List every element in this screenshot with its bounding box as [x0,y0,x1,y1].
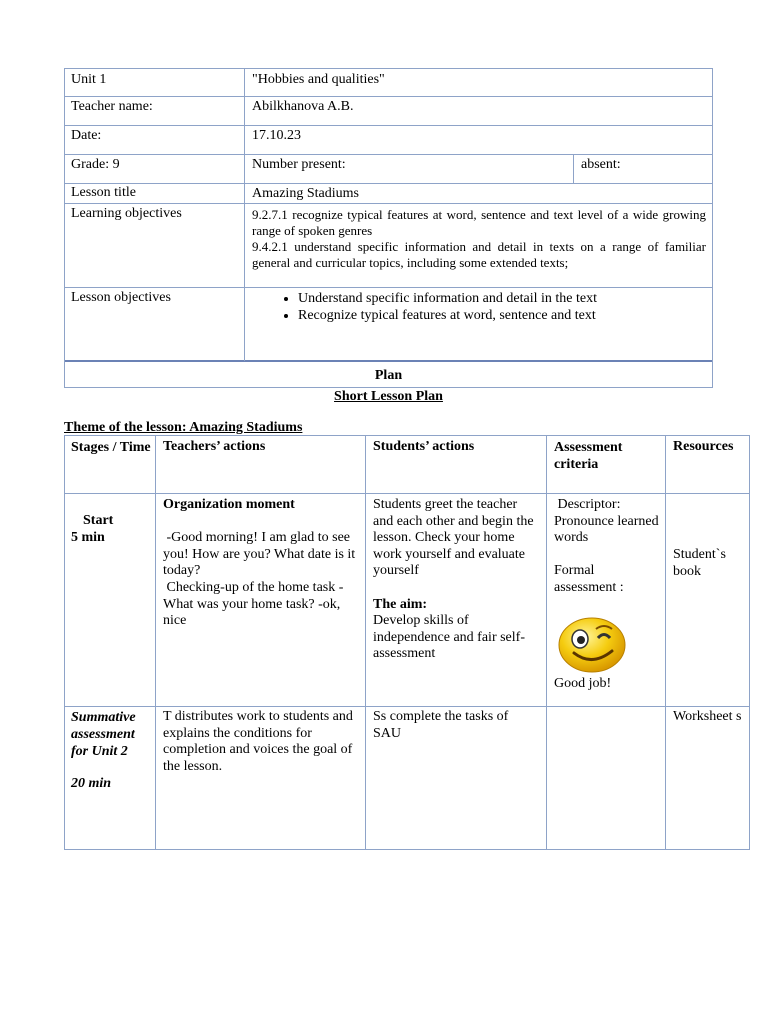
plan-label: Plan [374,368,403,383]
students-greeting-text: Students greet the teacher and each other and begin the lesson. Check your home work yourself and evaluate yourself [373,497,534,578]
number-present-label: Number present: [252,157,346,172]
students-aim-label: The aim: [373,597,428,612]
teacher-name-label: Teacher name: [71,99,153,114]
lesson-title-label: Lesson title [71,185,136,200]
date-label: Date: [71,128,102,143]
header-teachers-actions: Teachers’ actions [163,439,266,454]
header-resources: Resources [673,439,734,454]
students-aim-text: Develop skills of independence and fair self-assessment [373,613,525,661]
learning-objectives-label: Learning objectives [71,206,182,221]
teacher-name-value: Abilkhanova A.B. [252,99,354,114]
students-summative-text: Ss complete the tasks of SAU [373,709,509,741]
learning-objective-2: 9.4.2.1 understand specific information and detail in texts on a range of familiar general and curricular topics, including some extended texts; [252,239,706,270]
teacher-homework-check-text: Checking-up of the home task -What was your home task? -ok, nice [163,580,344,628]
stage-start: Start [83,513,114,528]
header-assessment-criteria: Assessment criteria [554,440,623,472]
lesson-objective-item: • Recognize typical features at word, sentence and text [298,307,712,324]
teacher-summative-text: T distributes work to students and explains the conditions for completion and voices the goal of the lesson. [163,709,353,774]
short-lesson-plan-title: Short Lesson Plan [334,389,443,404]
date-value: 17.10.23 [252,128,301,143]
assessment-good-job: Good job! [554,676,612,691]
unit-label: Unit 1 [71,72,107,87]
teacher-greeting-text: -Good morning! I am glad to see you! How are you? What date is it today? [163,530,359,578]
resources-worksheets: Worksheet s [673,709,742,724]
organization-moment-heading: Organization moment [163,497,295,512]
lesson-objective-item: • Understand specific information and detail in the text [298,290,712,307]
resources-students-book: Student`s book [673,547,726,579]
assessment-descriptor: Descriptor: Pronounce learned words [554,497,663,545]
lesson-objectives-label: Lesson objectives [71,290,171,305]
stage-summative-assessment: Summative assessment for Unit 2 [71,710,136,759]
header-students-actions: Students’ actions [373,439,475,454]
unit-value: "Hobbies and qualities" [252,72,385,87]
stage-start-time: 5 min [71,530,105,545]
learning-objective-1: 9.2.7.1 recognize typical features at word, sentence and text level of a wide growing range of spoken genres [252,207,706,238]
header-stages: Stages / Time [71,440,151,455]
assessment-formal: Formal assessment : [554,563,624,595]
grade-label: Grade: 9 [71,157,120,172]
winking-smiley-icon [554,611,628,675]
lesson-title-value: Amazing Stadiums [252,186,359,201]
lesson-theme: Theme of the lesson: Amazing Stadiums [64,420,303,435]
absent-label: absent: [581,157,621,172]
stage-summative-time: 20 min [71,776,112,791]
lesson-objectives-list [246,290,712,324]
